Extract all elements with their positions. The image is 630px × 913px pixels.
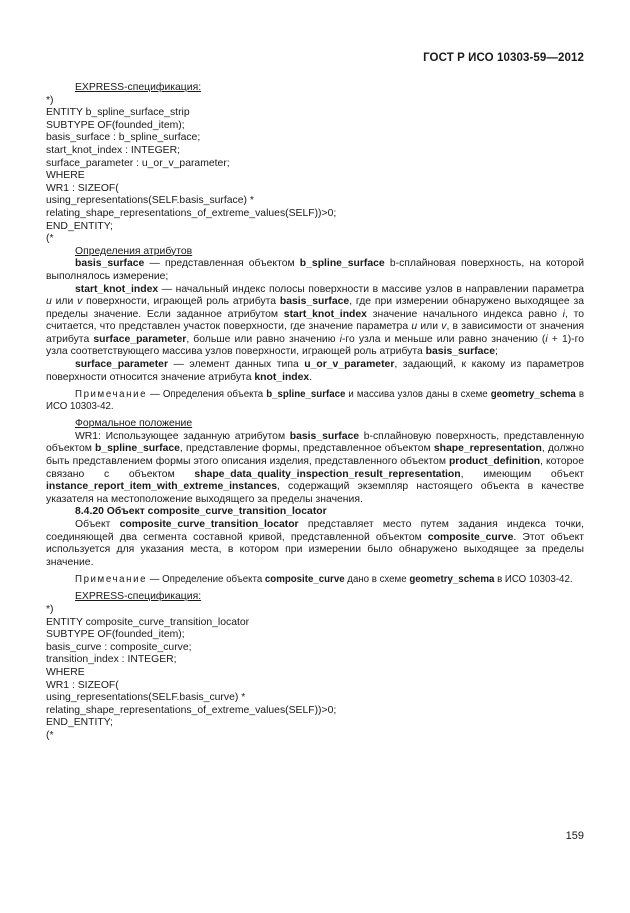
page-body	[46, 82, 584, 743]
definition-basis-surface	[46, 258, 584, 283]
code-line: using_representations(SELF.basis_surface) *	[46, 195, 254, 207]
text: значение начального индекса равно	[366, 308, 563, 320]
note-label: Примечание	[75, 574, 148, 586]
code-line: relating_shape_representations_of_extreme_values(SELF))>0;	[46, 207, 337, 219]
term: b_spline_surface	[95, 443, 180, 455]
code-line: END_ENTITY;	[46, 717, 113, 729]
code-line: (*	[46, 729, 54, 741]
term: basis_surface	[289, 430, 360, 442]
section-title: 8.4.20 Объект composite_curve_transition_locator	[75, 506, 327, 518]
var: v	[77, 296, 83, 308]
text: b-сплайновая поверхность, на которой выполнялось измерение;	[46, 258, 585, 282]
text: , которое связано с объектом	[46, 456, 584, 480]
code-line: basis_surface : b_spline_surface;	[46, 132, 201, 144]
where-rule-wr1	[46, 431, 584, 507]
text: дано в схеме	[344, 574, 410, 586]
standard-header: ГОСТ Р ИСО 10303-59—2012	[423, 52, 584, 64]
term: b_spline_surface	[299, 258, 385, 270]
text: в ИСО 10303-42.	[46, 389, 584, 413]
code-line: *)	[46, 94, 54, 106]
text: b-сплайновую поверхность, представленную объектом	[46, 430, 584, 455]
express-code-composite-curve-transition-locator	[46, 604, 584, 743]
term: basis_surface	[425, 346, 495, 358]
term: surface_parameter	[93, 333, 187, 345]
note-label: Примечание	[75, 389, 148, 401]
term: knot_index	[254, 371, 310, 383]
var: i	[562, 308, 565, 320]
code-line: (*	[46, 233, 54, 245]
text: — Определение объекта	[147, 574, 265, 586]
code-line: WR1 : SIZEOF(	[46, 182, 119, 194]
code-line: *)	[46, 603, 54, 615]
text: , представление формы, представленное объектом	[179, 443, 434, 455]
express-spec-title-2: EXPRESS-спецификация:	[75, 591, 202, 603]
text: — элемент данных типа	[168, 359, 305, 371]
text: ;	[495, 346, 498, 358]
text: , в зависимости от значения атрибута	[46, 321, 585, 345]
text: поверхности, играющей роль атрибута	[82, 296, 280, 308]
attribute-definitions-title: Определения атрибутов	[75, 245, 193, 257]
code-line: basis_curve : composite_curve;	[46, 641, 192, 653]
code-line: transition_index : INTEGER;	[46, 654, 177, 666]
section-paragraph	[46, 519, 584, 569]
code-line: using_representations(SELF.basis_curve) *	[46, 692, 246, 704]
term: shape_data_quality_inspection_result_representation	[194, 468, 461, 480]
text: , больше или равно значению	[186, 333, 340, 345]
term: basis_surface	[75, 258, 145, 270]
express-spec-title: EXPRESS-спецификация:	[75, 82, 202, 93]
text: Объект	[75, 519, 120, 530]
code-line: SUBTYPE OF(founded_item);	[46, 629, 185, 641]
text: в ИСО 10303-42.	[494, 574, 573, 586]
text: или	[51, 296, 78, 308]
code-line: SUBTYPE OF(founded_item);	[46, 119, 185, 131]
term: geometry_schema	[490, 389, 576, 401]
page-number: 159	[565, 830, 584, 842]
term: basis_surface	[279, 296, 350, 308]
term: start_knot_index	[75, 283, 159, 295]
term: geometry_schema	[409, 574, 495, 586]
text: — начальный индекс полосы поверхности в массиве узлов в направлении параметра	[158, 283, 584, 295]
term: b_spline_surface	[266, 389, 346, 401]
var: u	[411, 321, 418, 333]
express-code-b-spline-surface-strip	[46, 95, 584, 246]
term: composite_curve	[264, 574, 345, 586]
term: u_or_v_parameter	[304, 359, 395, 371]
text: , где при измерении обнаружено выходящее за пределы значение. Если заданное атрибутом	[46, 296, 584, 320]
text: и массива узлов даны в схеме	[345, 389, 491, 401]
text: WR1: Использующее заданную атрибутом	[75, 430, 290, 442]
var: i	[339, 333, 342, 345]
term: shape_representation	[433, 443, 542, 455]
code-line: ENTITY composite_curve_transition_locator	[46, 616, 250, 628]
text: — представленная объектом	[144, 258, 300, 270]
text: , имеющим объект	[460, 468, 584, 480]
term: start_knot_index	[283, 308, 367, 320]
formal-propositions-title: Формальное положение	[75, 418, 193, 430]
text: .	[309, 371, 313, 383]
code-line: start_knot_index : INTEGER;	[46, 144, 180, 156]
text: , содержащий экземпляр настоящего объекта в качестве указателя на местоположение выходящего за пределы значения.	[46, 481, 584, 505]
code-line: relating_shape_representations_of_extreme_values(SELF))>0;	[46, 704, 337, 716]
definition-surface-parameter	[46, 359, 584, 384]
note-2	[46, 574, 584, 586]
code-line: ENTITY b_spline_surface_strip	[46, 107, 190, 119]
code-line: END_ENTITY;	[46, 220, 113, 232]
note-1	[46, 389, 584, 413]
text: , должно быть представлением формы этого описания изделия, представленного объектом	[46, 443, 584, 468]
text: представляет место путем задания индекса точки, соединяющей два сегмента составной кривой, представленной объектом	[46, 519, 584, 543]
text: + 1)-го узла соответствующего массива узлов поверхности, играющей роль атрибута	[46, 333, 584, 358]
text: или	[417, 321, 442, 333]
term: instance_report_item_with_extreme_instances	[46, 481, 278, 493]
text: , задающий, к какому из параметров поверхности относится значение атрибута	[46, 359, 584, 383]
term: composite_curve	[427, 531, 514, 543]
var: v	[441, 321, 447, 333]
text: -го узла и меньше или равно значению (	[341, 333, 546, 345]
var: u	[46, 296, 52, 308]
definition-start-knot-index	[46, 284, 584, 360]
code-line: WR1 : SIZEOF(	[46, 679, 119, 691]
text: — Определения объекта	[147, 389, 267, 401]
term: surface_parameter	[75, 359, 168, 371]
text: , то считается, что представлен участок поверхности, где значение параметра	[46, 308, 584, 333]
text: . Этот объект используется для указания места, в котором при измерении было обнаружено выходящее за пределы значение.	[46, 531, 584, 568]
code-line: WHERE	[46, 666, 85, 678]
code-line: surface_parameter : u_or_v_parameter;	[46, 157, 230, 169]
section-heading	[46, 506, 584, 519]
term: composite_curve_transition_locator	[119, 519, 299, 530]
var: i	[545, 333, 548, 345]
code-line: WHERE	[46, 170, 85, 182]
term: product_definition	[448, 456, 541, 468]
